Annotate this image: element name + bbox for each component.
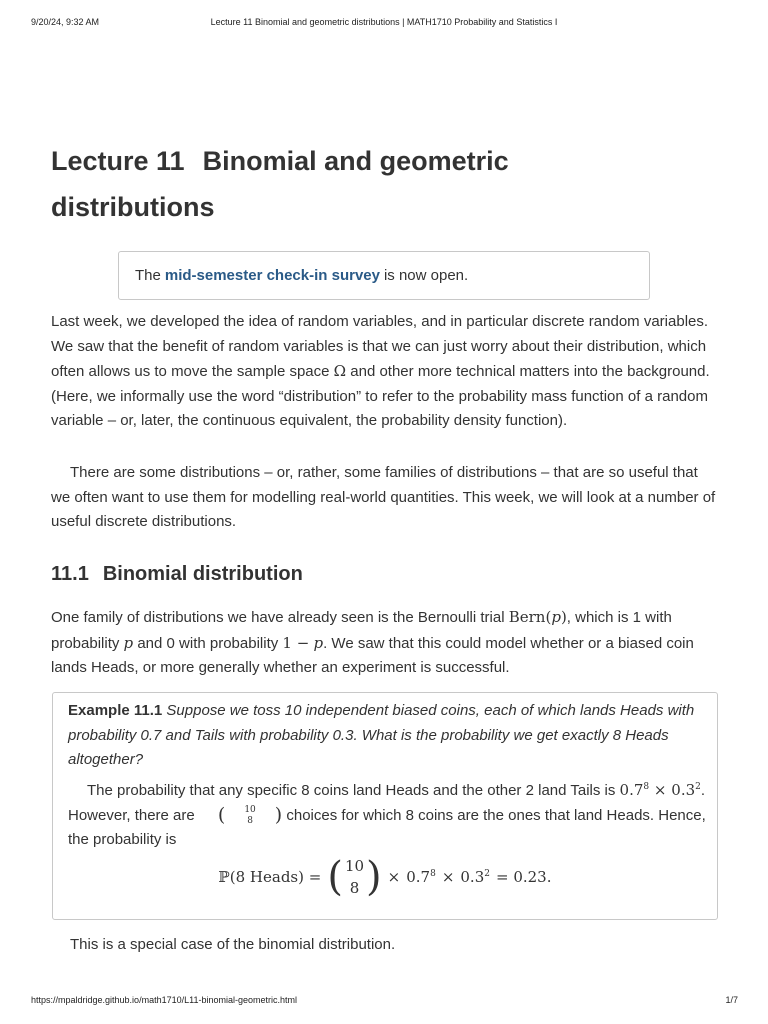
one-minus: 1 − [282, 633, 310, 652]
eq-base-1: 0.7 [406, 868, 431, 886]
bernoulli-paragraph [51, 605, 721, 681]
binom-top: 10 [244, 804, 256, 815]
eq-base-2: 0.3 [460, 868, 485, 886]
print-page-title: Lecture 11 Binomial and geometric distributions | MATH1710 Probability and Statistics I [210, 17, 558, 27]
prob-p: p [123, 633, 134, 652]
solution-text-a: The probability that any specific 8 coins land Heads and the other 2 land Tails is [87, 782, 616, 799]
times-sign: × [653, 781, 667, 799]
power-expression [620, 781, 701, 799]
exp-1: 8 [643, 782, 650, 792]
section-title-text: Binomial distribution [102, 563, 303, 585]
intro-p1-text-b: and other more technical matters into the background. (Here, we informally use the word “distribution” to refer to the probability mass function of a random variable – or, later, the continuous equivalent, the probability density function). [51, 363, 710, 430]
example-question-text: Suppose we toss 10 independent biased coins, each of which lands Heads with probability 0.7 and Tails with probability 0.3. What is the probability we get exactly 8 Heads altogether? [68, 702, 695, 769]
example-box [52, 692, 718, 920]
bern-close: ) [560, 608, 567, 626]
equation-lhs: ℙ(8 Heads) = [218, 868, 322, 886]
example-label: Example 11.1 [68, 702, 163, 719]
bernoulli-text-a: One family of distributions we have already seen is the Bernoulli trial [51, 609, 505, 626]
print-url: https://mpaldridge.github.io/math1710/L11-binomial-geometric.html [31, 995, 297, 1005]
print-datetime: 9/20/24, 9:32 AM [31, 17, 100, 27]
binom-big-bottom: 8 [349, 879, 360, 897]
example-question [68, 699, 708, 773]
eq-times-1: × [387, 868, 401, 886]
intro-paragraph-1 [51, 310, 721, 434]
eq-exp-2: 2 [484, 869, 490, 879]
intro-paragraph-2: There are some distributions – or, rather, some families of distributions – that are so useful that we often want to use them for modelling real-world quantities. This week, we will look at a number of useful discrete distributions. [51, 464, 716, 531]
eq-power-2 [460, 868, 490, 886]
page-title [51, 138, 611, 230]
binom-big-top: 10 [344, 857, 365, 875]
solution-text-b: . However, there are [68, 782, 706, 824]
solution-text-c: choices for which 8 coins are the ones that land Heads. Hence, the probability is [68, 806, 706, 849]
survey-callout [118, 251, 650, 300]
binom-bottom: 8 [247, 815, 253, 826]
eq-times-2: × [441, 868, 455, 886]
prob-p-2: p [313, 633, 324, 652]
callout-text-before: The [135, 267, 161, 284]
omega-symbol: Ω [333, 362, 347, 381]
bernoulli-text-c: and 0 with probability [137, 634, 279, 652]
lecture-title-text: Binomial and geometric distributions [51, 146, 509, 222]
after-example-paragraph: This is a special case of the binomial distribution. [70, 936, 396, 953]
bern-p: p [551, 608, 561, 626]
survey-link[interactable]: mid-semester check-in survey [164, 267, 380, 284]
bernoulli-text-b: , which is 1 with probability [51, 609, 672, 652]
binomial-coefficient-display: ( 10 8 ) [327, 854, 382, 900]
print-page-number: 1/7 [725, 995, 738, 1005]
bernoulli-text-d: . We saw that this could model whether or a biased coin lands Heads, or more generally whether an experiment is successful. [51, 634, 694, 677]
exp-2: 2 [695, 782, 701, 792]
example-solution [68, 775, 708, 853]
section-heading [51, 563, 303, 586]
bern-label: Bern( [508, 608, 552, 626]
intro-p1-text-a: Last week, we developed the idea of random variables, and in particular discrete random variables. We saw that the benefit of random variables is that we can just worry about their distribution, which often allows us to move the sample space [51, 313, 709, 381]
callout-text-after: is now open. [383, 267, 469, 284]
bern-notation [509, 608, 567, 626]
eq-power-1 [406, 868, 436, 886]
lecture-number: Lecture 11 [51, 146, 185, 176]
base-1: 0.7 [619, 781, 644, 799]
equation-result: = 0.23. [495, 868, 552, 886]
binomial-coefficient-inline: ( 10 8 ) [217, 804, 283, 827]
section-number: 11.1 [51, 563, 89, 585]
display-equation [53, 855, 717, 899]
eq-exp-1: 8 [430, 869, 436, 879]
base-2: 0.3 [671, 781, 696, 799]
